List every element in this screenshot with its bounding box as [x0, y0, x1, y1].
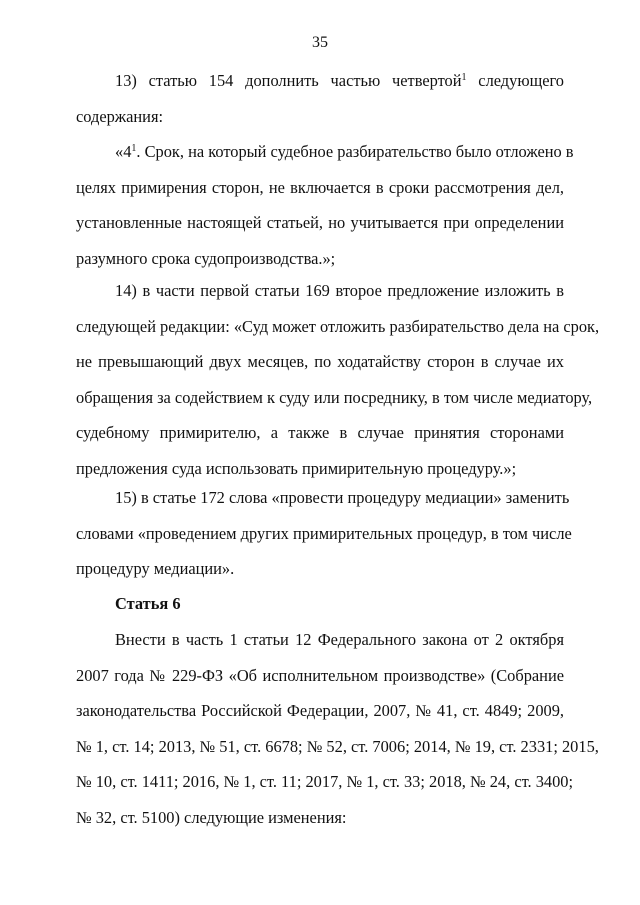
superscript-mark: 1 [131, 143, 137, 154]
article-6-body [76, 630, 599, 843]
paragraph-line: № 10, ст. 1411; 2016, № 1, ст. 11; 2017, № 1, ст. 33; 2018, № 24, ст. 3400; [76, 772, 574, 791]
paragraph-line: 14) в части первой статьи 169 второе предложение изложить в [115, 281, 564, 300]
paragraph-item-15 [76, 488, 572, 595]
paragraph-line: словами «проведением других примирительных процедур, в том числе [76, 523, 572, 543]
line-text: . Срок, на который судебное разбирательство было отложено в [136, 142, 574, 161]
paragraph-line: обращения за содействием к суду или посреднику, в том числе медиатору, [76, 387, 593, 407]
paragraph-line [76, 71, 564, 107]
paragraph-line: 2007 года № 229-ФЗ «Об исполнительном производстве» (Собрание [76, 665, 564, 685]
article-6-section [76, 594, 564, 630]
line-text-tail: следующего [478, 71, 564, 90]
paragraph-line: целях примирения сторон, не включается в сроки рассмотрения дел, [76, 177, 564, 197]
paragraph-line: установленные настоящей статьей, но учитывается при определении [76, 213, 564, 232]
paragraph-line: Внести в часть 1 статьи 12 Федерального закона от 2 октября [115, 630, 564, 649]
page-number: 35 [312, 34, 328, 51]
paragraph-line: следующей редакции: «Суд может отложить разбирательство дела на срок, [76, 316, 600, 336]
paragraph-line: № 32, ст. 5100) следующие изменения: [76, 807, 347, 827]
paragraph-line: процедуру медиации». [76, 559, 235, 578]
paragraph-line [76, 142, 574, 178]
quoted-text-part-4-1 [76, 142, 574, 284]
article-heading: Статья 6 [115, 594, 181, 613]
paragraph-line: разумного срока судопроизводства.»; [76, 248, 336, 268]
line-text: 13) статью 154 дополнить частью четвертой [115, 71, 462, 90]
paragraph-line: 15) в статье 172 слова «провести процедуру медиации» заменить [115, 488, 570, 507]
footnote-mark: 1 [461, 72, 467, 83]
paragraph-item-13 [76, 71, 564, 142]
paragraph-line: не превышающий двух месяцев, по ходатайству сторон в случае их [76, 352, 564, 371]
paragraph-item-14 [76, 281, 600, 494]
paragraph-line: № 1, ст. 14; 2013, № 51, ст. 6678; № 52, ст. 7006; 2014, № 19, ст. 2331; 2015, [76, 736, 599, 756]
paragraph-line: содержания: [76, 106, 164, 126]
paragraph-line: законодательства Российской Федерации, 2007, № 41, ст. 4849; 2009, [76, 701, 564, 720]
quote-open: «4 [115, 142, 132, 161]
paragraph-line: предложения суда использовать примирительную процедуру.»; [76, 458, 517, 478]
paragraph-line: судебному примирителю, а также в случае принятия сторонами [76, 423, 564, 442]
